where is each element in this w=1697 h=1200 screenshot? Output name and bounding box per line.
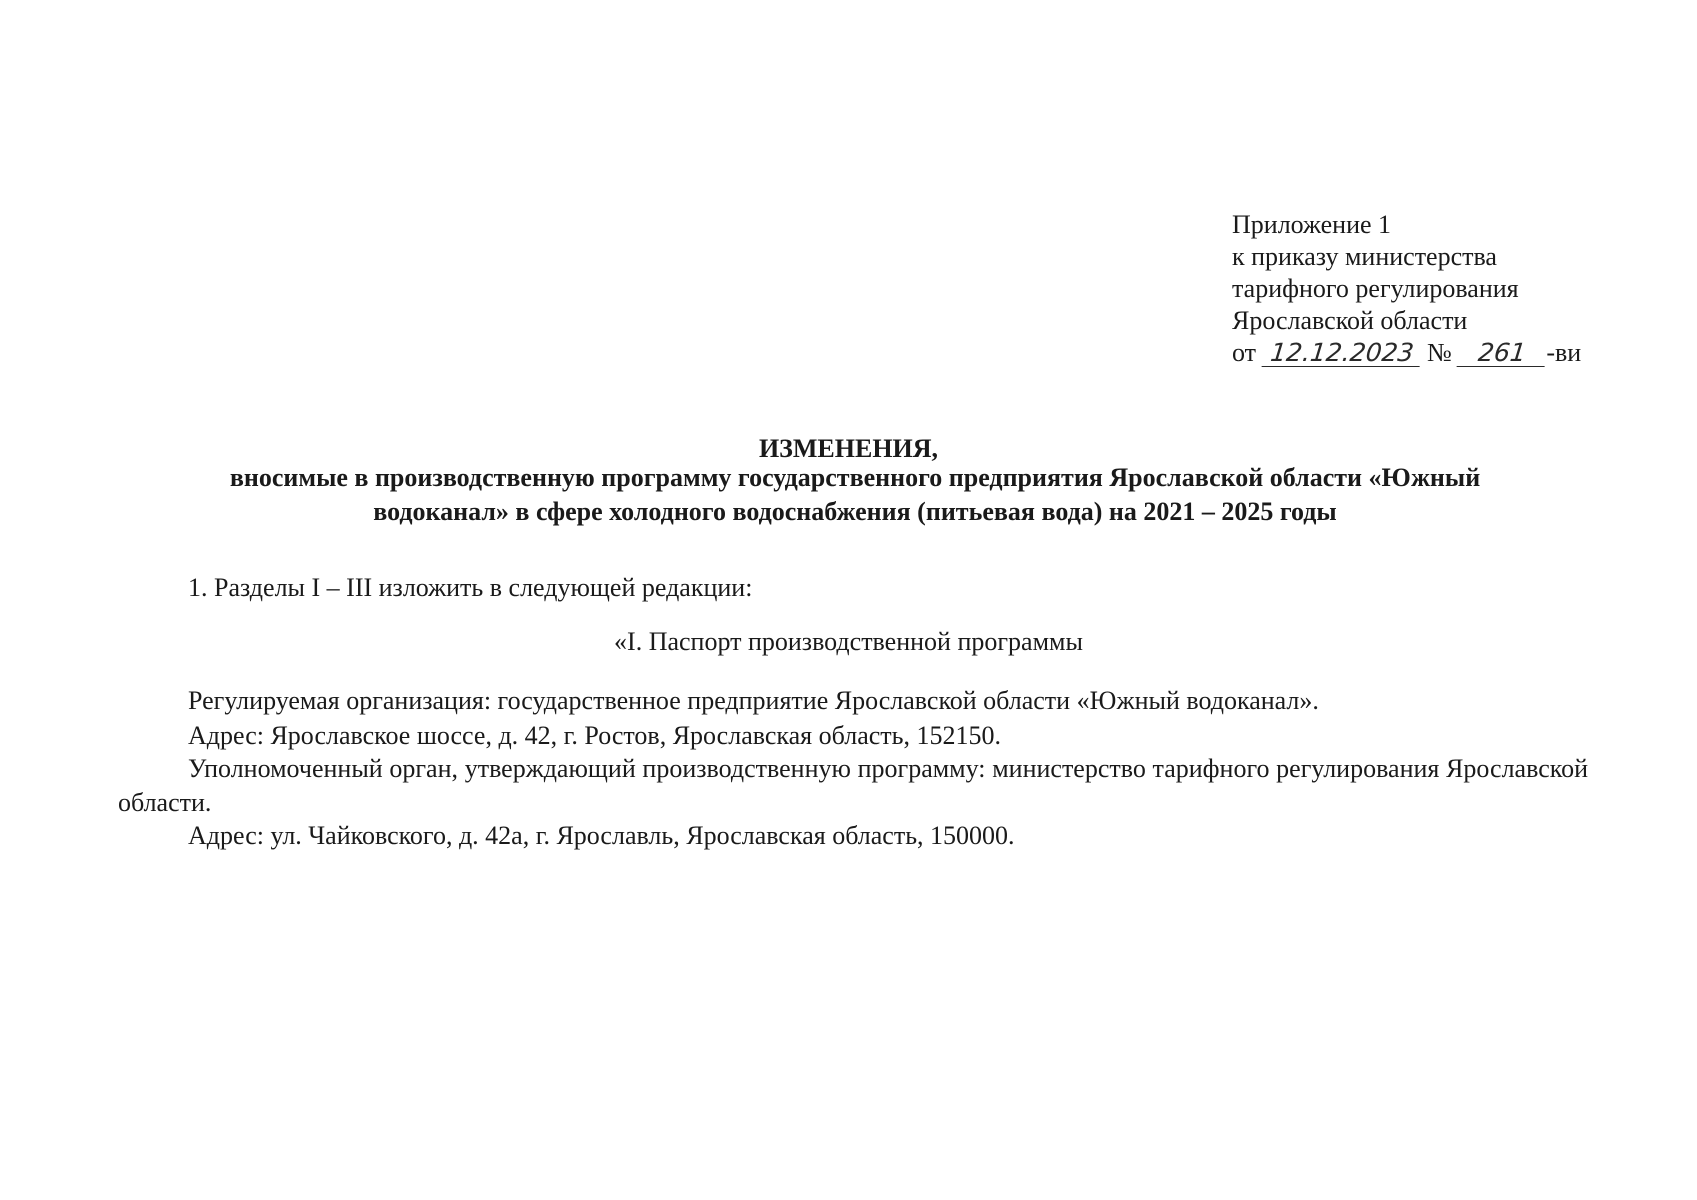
appendix-date-line [1232,337,1581,369]
paragraph-organization-address: Адрес: Ярославское шоссе, д. 42, г. Ростов, Ярославская область, 152150. [188,721,1001,750]
document-subtitle: вносимые в производственную программу государственного предприятия Ярославской области «Южный водоканал» в сфере холодного водоснабжения (питьевая вода) на 2021 – 2025 годы [229,463,1481,526]
handwritten-number: 261 [1457,340,1548,367]
appendix-line-1: Приложение 1 [1232,210,1392,239]
paragraph-sections: 1. Разделы I – III изложить в следующей редакции: [188,573,753,602]
paragraph-authority-address: Адрес: ул. Чайковского, д. 42а, г. Ярославль, Ярославская область, 150000. [188,821,1015,850]
handwritten-date: 12.12.2023 [1261,340,1422,367]
number-suffix: -ви [1546,338,1582,367]
appendix-line-4: Ярославской области [1232,306,1468,335]
appendix-line-2: к приказу министерства [1232,242,1497,271]
paragraph-authority: Уполномоченный орган, утверждающий производственную программу: министерство тарифного регулирования Ярославской области. [118,754,1588,817]
section-heading: «I. Паспорт производственной программы [614,627,1083,656]
document-title: ИЗМЕНЕНИЯ, [758,434,939,463]
appendix-from-prefix: от [1232,338,1257,367]
appendix-block [1232,209,1581,369]
appendix-line-3: тарифного регулирования [1232,274,1519,303]
paragraph-organization: Регулируемая организация: государственное предприятие Ярославской области «Южный водоканал». [188,686,1319,715]
number-sign: № [1427,338,1452,367]
